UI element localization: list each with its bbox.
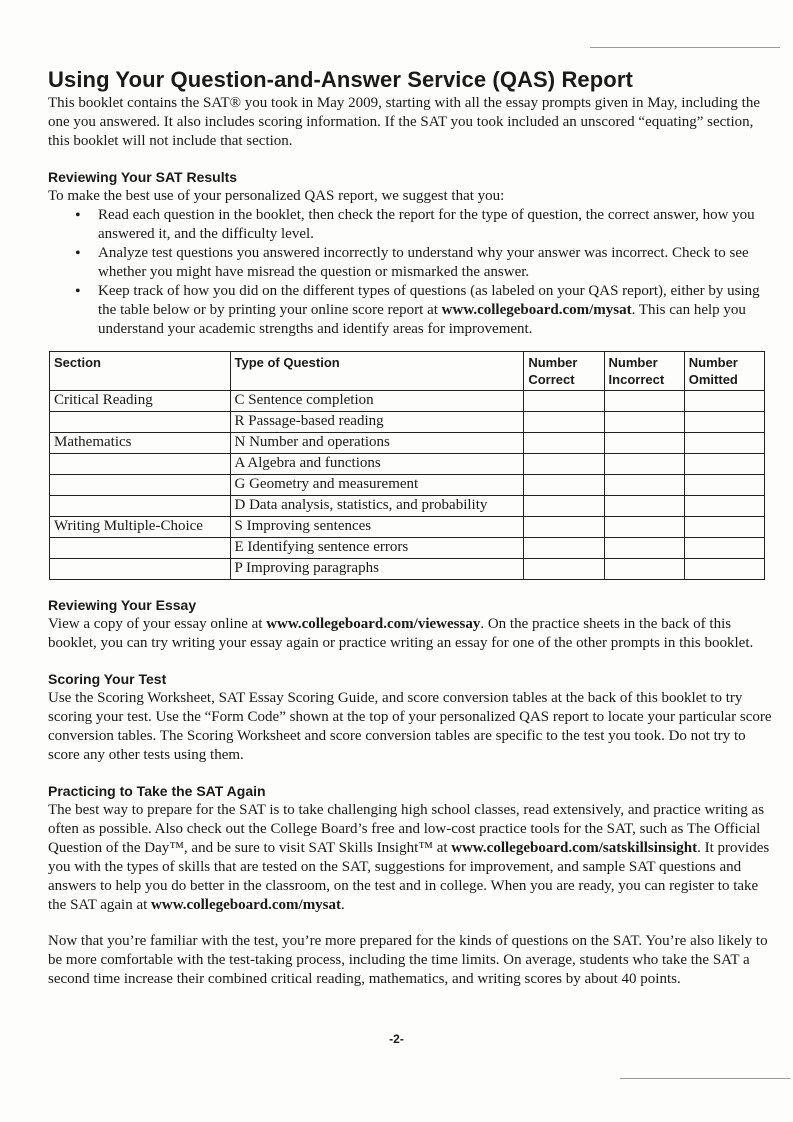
number-incorrect-cell[interactable] bbox=[604, 454, 684, 475]
question-type-cell: R Passage-based reading bbox=[230, 412, 524, 433]
skillsinsight-link[interactable]: www.collegeboard.com/satskillsinsight bbox=[451, 840, 698, 856]
number-omitted-cell[interactable] bbox=[684, 475, 764, 496]
table-header-row bbox=[50, 352, 765, 391]
table-row bbox=[50, 517, 765, 538]
question-type-cell: S Improving sentences bbox=[230, 517, 524, 538]
results-bullet-list bbox=[48, 206, 778, 339]
number-omitted-cell[interactable] bbox=[684, 391, 764, 412]
closing-paragraph: Now that you’re familiar with the test, you’re more prepared for the kinds of questions on the SAT. You’re also likely to be more comfortable with the test-taking process, including the time limits. On average, students who take the SAT a second time increase their combined critical reading, mathematics, and writing scores by about 40 points. bbox=[48, 933, 768, 987]
question-type-cell: E Identifying sentence errors bbox=[230, 538, 524, 559]
section-cell bbox=[50, 496, 231, 517]
number-correct-cell[interactable] bbox=[524, 496, 604, 517]
bullet-text: Keep track of how you did on the different types of questions (as labeled on your QAS report), either by using the table below or by printing your online score report at bbox=[98, 283, 760, 318]
section-cell bbox=[50, 454, 231, 475]
section-cell bbox=[50, 559, 231, 580]
page-number: -2- bbox=[389, 1032, 404, 1046]
scan-artifact-bottom bbox=[620, 1078, 790, 1079]
viewessay-link[interactable]: www.collegeboard.com/viewessay bbox=[266, 616, 481, 632]
section-cell: Critical Reading bbox=[50, 391, 231, 412]
number-correct-cell[interactable] bbox=[524, 517, 604, 538]
table-row bbox=[50, 475, 765, 496]
number-incorrect-cell[interactable] bbox=[604, 538, 684, 559]
section-cell: Mathematics bbox=[50, 433, 231, 454]
section-cell bbox=[50, 538, 231, 559]
section-heading-essay: Reviewing Your Essay bbox=[48, 597, 197, 613]
number-omitted-cell[interactable] bbox=[684, 496, 764, 517]
number-correct-cell[interactable] bbox=[524, 433, 604, 454]
number-omitted-cell[interactable] bbox=[684, 538, 764, 559]
question-type-cell: N Number and operations bbox=[230, 433, 524, 454]
number-incorrect-cell[interactable] bbox=[604, 475, 684, 496]
number-omitted-cell[interactable] bbox=[684, 412, 764, 433]
table-row bbox=[50, 433, 765, 454]
section-cell bbox=[50, 412, 231, 433]
scan-artifact-top bbox=[590, 47, 780, 48]
number-correct-cell[interactable] bbox=[524, 538, 604, 559]
column-header-section: Section bbox=[50, 352, 231, 391]
table-row bbox=[50, 391, 765, 412]
document-page bbox=[48, 66, 778, 989]
section-cell: Writing Multiple-Choice bbox=[50, 517, 231, 538]
table-row bbox=[50, 559, 765, 580]
number-incorrect-cell[interactable] bbox=[604, 496, 684, 517]
question-type-cell: C Sentence completion bbox=[230, 391, 524, 412]
number-incorrect-cell[interactable] bbox=[604, 517, 684, 538]
section-heading-practicing: Practicing to Take the SAT Again bbox=[48, 783, 266, 799]
number-correct-cell[interactable] bbox=[524, 412, 604, 433]
number-incorrect-cell[interactable] bbox=[604, 433, 684, 454]
page-title: Using Your Question-and-Answer Service (QAS) Report bbox=[48, 67, 633, 92]
list-item bbox=[68, 282, 778, 339]
section-heading-results: Reviewing Your SAT Results bbox=[48, 169, 238, 185]
question-type-cell: P Improving paragraphs bbox=[230, 559, 524, 580]
column-header-omitted: Number Omitted bbox=[684, 352, 764, 391]
essay-paragraph bbox=[48, 615, 778, 653]
number-correct-cell[interactable] bbox=[524, 475, 604, 496]
practicing-paragraph bbox=[48, 801, 778, 915]
scoring-paragraph: Use the Scoring Worksheet, SAT Essay Scoring Guide, and score conversion tables at the back of this booklet to try scoring your test. Use the “Form Code” shown at the top of your personalized QAS report to locate your particular score conversion tables. The Scoring Worksheet and score conversion tables are specific to the test you took. Do not try to score any other tests using them. bbox=[48, 690, 772, 763]
practicing-text: The best way to prepare for the SAT is to take challenging high school classes, read extensively, and practice writing as often as possible. Also check out the College Board’s free and low-cost practice tools for the SAT, such as The Official Question of the Day™, and be sure to visit SAT Skills Insight™ at bbox=[48, 802, 765, 856]
question-type-cell: D Data analysis, statistics, and probability bbox=[230, 496, 524, 517]
column-header-type: Type of Question bbox=[230, 352, 524, 391]
essay-text: . On the practice sheets in the back of this booklet, you can try writing your essay again or practice writing an essay for one of the other prompts in this booklet. bbox=[48, 616, 754, 651]
results-lead: To make the best use of your personalized QAS report, we suggest that you: bbox=[48, 188, 505, 204]
number-incorrect-cell[interactable] bbox=[604, 412, 684, 433]
intro-paragraph: This booklet contains the SAT® you took in May 2009, starting with all the essay prompts given in May, including the one you answered. It also includes scoring information. If the SAT you took included an unscored “equating” section, this booklet will not include that section. bbox=[48, 95, 761, 149]
question-type-cell: G Geometry and measurement bbox=[230, 475, 524, 496]
table-row bbox=[50, 496, 765, 517]
number-correct-cell[interactable] bbox=[524, 454, 604, 475]
question-type-cell: A Algebra and functions bbox=[230, 454, 524, 475]
table-row bbox=[50, 538, 765, 559]
column-header-correct: Number Correct bbox=[524, 352, 604, 391]
section-heading-scoring: Scoring Your Test bbox=[48, 671, 167, 687]
practicing-text: . It provides you with the types of skills that are tested on the SAT, suggestions for improvement, and sample SAT questions and answers to help you do better in the classroom, on the test and in college. When you are ready, you can register to take the SAT again at bbox=[48, 840, 770, 913]
bullet-text: . This can help you understand your academic strengths and identify areas for improvement. bbox=[98, 302, 746, 337]
question-type-table bbox=[49, 351, 765, 580]
list-item: • Analyze test questions you answered incorrectly to understand why your answer was incorrect. Check to see whether you might have misread the question or mismarked the answer. bbox=[68, 244, 778, 282]
column-header-incorrect: Number Incorrect bbox=[604, 352, 684, 391]
mysat-link[interactable]: www.collegeboard.com/mysat bbox=[151, 897, 342, 913]
number-omitted-cell[interactable] bbox=[684, 517, 764, 538]
number-incorrect-cell[interactable] bbox=[604, 559, 684, 580]
number-omitted-cell[interactable] bbox=[684, 454, 764, 475]
table-row bbox=[50, 412, 765, 433]
practicing-text: . bbox=[341, 897, 345, 913]
mysat-link[interactable]: www.collegeboard.com/mysat bbox=[441, 302, 632, 318]
number-correct-cell[interactable] bbox=[524, 391, 604, 412]
list-item: • Read each question in the booklet, then check the report for the type of question, the correct answer, how you answered it, and the difficulty level. bbox=[68, 206, 778, 244]
number-incorrect-cell[interactable] bbox=[604, 391, 684, 412]
table-row bbox=[50, 454, 765, 475]
essay-text: View a copy of your essay online at bbox=[48, 616, 267, 632]
number-correct-cell[interactable] bbox=[524, 559, 604, 580]
number-omitted-cell[interactable] bbox=[684, 559, 764, 580]
number-omitted-cell[interactable] bbox=[684, 433, 764, 454]
section-cell bbox=[50, 475, 231, 496]
